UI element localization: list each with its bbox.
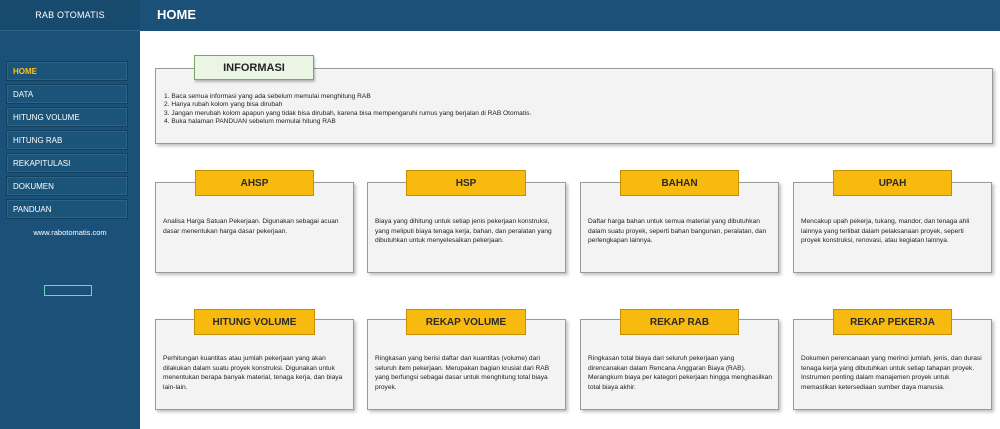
card-description: Ringkasan yang berisi daftar dan kuantitas (volume) dari seluruh item pekerjaan. Merupakan bagian krusial dari RAB yang berfungsi sebagai dasar untuk menghitung total biaya proyek. bbox=[375, 355, 550, 391]
sidebar-item-panduan[interactable]: PANDUAN bbox=[6, 199, 128, 219]
card-title-upah[interactable]: UPAH bbox=[833, 170, 952, 196]
website-link[interactable]: www.rabotomatis.com bbox=[33, 228, 107, 237]
sidebar-item-dokumen[interactable]: DOKUMEN bbox=[6, 176, 128, 196]
card-description: Mencakup upah pekerja, tukang, mandor, dan tenaga ahli lainnya yang terlibat dalam pelaksanaan proyek, seperti proyek konstruksi, renovasi, atau kegiatan lainnya. bbox=[801, 218, 970, 244]
card-description: Daftar harga bahan untuk semua material yang dibutuhkan dalam suatu proyek, seperti bahan bangunan, peralatan, dan perlengkapan lainnya. bbox=[588, 218, 767, 244]
sidebar-nav bbox=[6, 61, 128, 222]
app-brand: RAB OTOMATIS bbox=[0, 0, 140, 31]
sidebar-item-home[interactable]: HOME bbox=[6, 61, 128, 81]
sidebar-item-hitung-volume[interactable]: HITUNG VOLUME bbox=[6, 107, 128, 127]
card-title-hitung-volume[interactable]: HITUNG VOLUME bbox=[194, 309, 315, 335]
card-title-rekap-pekerja[interactable]: REKAP PEKERJA bbox=[833, 309, 952, 335]
sidebar-item-data[interactable]: DATA bbox=[6, 84, 128, 104]
card-description: Dokumen perencanaan yang merinci jumlah, jenis, dan durasi tenaga kerja yang dibutuhkan untuk setiap tahapan proyek. Instrumen penting dalam manajemen proyek untuk memastikan ketersediaan sumber daya manusia. bbox=[801, 355, 982, 391]
info-line: 2. Hanya rubah kolom yang bisa dirubah bbox=[164, 101, 283, 109]
info-line: 1. Baca semua informasi yang ada sebelum memulai menghitung RAB bbox=[164, 93, 371, 100]
card-description: Analisa Harga Satuan Pekerjaan. Digunakan sebagai acuan dasar menentukan harga dasar pekerjaan. bbox=[163, 218, 339, 235]
sidebar-item-hitung-rab[interactable]: HITUNG RAB bbox=[6, 130, 128, 150]
sidebar-item-rekapitulasi[interactable]: REKAPITULASI bbox=[6, 153, 128, 173]
info-title: INFORMASI bbox=[194, 55, 314, 80]
card-description: Biaya yang dihitung untuk setiap jenis pekerjaan konstruksi, yang meliputi biaya tenaga kerja, bahan, dan peralatan yang dibutuhkan untuk menyelesaikan pekerjaan. bbox=[375, 218, 552, 244]
card-title-hsp[interactable]: HSP bbox=[406, 170, 526, 196]
top-bar bbox=[140, 0, 1000, 31]
page-title: HOME bbox=[157, 7, 196, 22]
card-description: Ringkasan total biaya dari seluruh pekerjaan yang direncanakan dalam Rencana Anggaran Biaya (RAB). Merangkum biaya per kategori pekerjaan hingga menghasilkan total biaya akhir. bbox=[588, 355, 773, 391]
info-line: 3. Jangan merubah kolom apapun yang tidak bisa dirubah, karena bisa mempengaruhi rumus yang berjalan di RAB Otomatis. bbox=[164, 109, 532, 117]
sidebar-button[interactable] bbox=[44, 285, 92, 296]
sidebar bbox=[0, 0, 140, 429]
info-list bbox=[164, 93, 531, 126]
card-title-rekap-volume[interactable]: REKAP VOLUME bbox=[406, 309, 526, 335]
card-title-bahan[interactable]: BAHAN bbox=[620, 170, 739, 196]
info-line: 4. Buka halaman PANDUAN sebelum memulai hitung RAB bbox=[164, 117, 336, 125]
card-title-rekap-rab[interactable]: REKAP RAB bbox=[620, 309, 739, 335]
card-title-ahsp[interactable]: AHSP bbox=[195, 170, 314, 196]
card-description: Perhitungan kuantitas atau jumlah pekerjaan yang akan dilakukan dalam suatu proyek konstruksi. Digunakan untuk menentukan berapa banyak material, tenaga kerja, dan biaya lain-lain. bbox=[163, 355, 343, 391]
